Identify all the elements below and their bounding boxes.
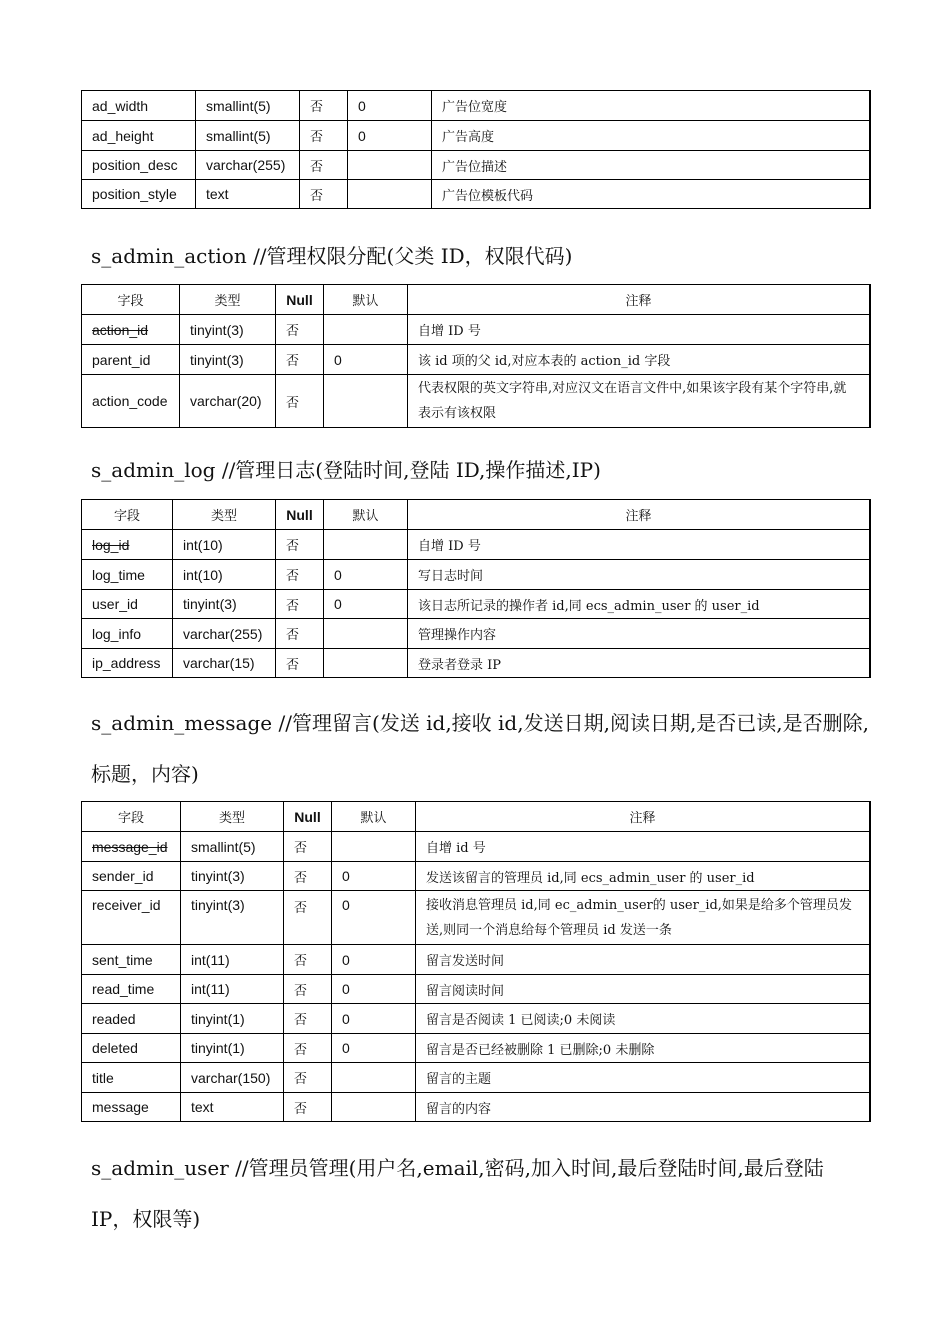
field-null: 否 — [276, 619, 324, 649]
field-type: varchar(15) — [173, 649, 276, 678]
field-name: ad_height — [82, 121, 196, 151]
field-comment: 代表权限的英文字符串,对应汉文在语言文件中,如果该字段有某个字符串,就表示有该权限 — [408, 375, 871, 428]
field-default: 0 — [332, 1034, 416, 1063]
table-admin-message — [81, 801, 871, 1122]
field-type: int(10) — [173, 530, 276, 560]
table-row — [82, 1063, 871, 1093]
field-comment: 自增 id 号 — [416, 832, 871, 862]
field-default: 0 — [348, 91, 432, 121]
field-name: position_style — [82, 180, 196, 209]
header-default: 默认 — [324, 285, 408, 315]
field-null: 否 — [276, 375, 324, 428]
field-type: smallint(5) — [196, 121, 300, 151]
field-default: 0 — [332, 975, 416, 1004]
field-null: 否 — [284, 1093, 332, 1122]
table-row — [82, 1004, 871, 1034]
header-null: Null — [276, 500, 324, 530]
field-default — [324, 530, 408, 560]
field-type: int(10) — [173, 560, 276, 590]
table-row — [82, 832, 871, 862]
field-null: 否 — [276, 345, 324, 375]
field-name: message_id — [82, 832, 181, 862]
field-type: tinyint(3) — [173, 590, 276, 619]
section-title-admin-action: s_admin_action //管理权限分配(父类 ID，权限代码) — [91, 244, 573, 268]
field-default: 0 — [324, 345, 408, 375]
field-comment: 广告位模板代码 — [432, 180, 871, 209]
field-comment: 自增 ID 号 — [408, 315, 871, 345]
table-row — [82, 151, 871, 180]
field-default — [324, 315, 408, 345]
field-default — [332, 832, 416, 862]
header-comment: 注释 — [408, 500, 871, 530]
table-row — [82, 649, 871, 678]
header-type: 类型 — [173, 500, 276, 530]
header-default: 默认 — [324, 500, 408, 530]
table-row — [82, 345, 871, 375]
field-comment: 留言阅读时间 — [416, 975, 871, 1004]
field-comment: 发送该留言的管理员 id,同 ecs_admin_user 的 user_id — [416, 862, 871, 891]
field-comment: 自增 ID 号 — [408, 530, 871, 560]
field-default: 0 — [324, 560, 408, 590]
field-null: 否 — [300, 180, 348, 209]
field-null: 否 — [300, 121, 348, 151]
field-comment: 广告位宽度 — [432, 91, 871, 121]
field-default — [324, 619, 408, 649]
table-row — [82, 1034, 871, 1063]
field-comment: 留言发送时间 — [416, 945, 871, 975]
table-admin-action — [81, 284, 871, 428]
header-null: Null — [284, 802, 332, 832]
table-row — [82, 91, 871, 121]
header-null: Null — [276, 285, 324, 315]
table-row — [82, 180, 871, 209]
table-row — [82, 560, 871, 590]
field-name: receiver_id — [82, 891, 181, 945]
field-name: ad_width — [82, 91, 196, 121]
table-row — [82, 1093, 871, 1122]
field-null: 否 — [284, 832, 332, 862]
field-default — [324, 375, 408, 428]
field-type: smallint(5) — [181, 832, 284, 862]
field-name: message — [82, 1093, 181, 1122]
field-comment: 该日志所记录的操作者 id,同 ecs_admin_user 的 user_id — [408, 590, 871, 619]
field-name: user_id — [82, 590, 173, 619]
field-type: text — [196, 180, 300, 209]
field-type: varchar(20) — [180, 375, 276, 428]
field-default — [332, 1063, 416, 1093]
field-comment: 该 id 项的父 id,对应本表的 action_id 字段 — [408, 345, 871, 375]
field-comment: 留言是否阅读 1 已阅读;0 未阅读 — [416, 1004, 871, 1034]
field-comment: 接收消息管理员 id,同 ec_admin_user的 user_id,如果是给多个管理员发送,则同一个消息给每个管理员 id 发送一条 — [416, 891, 871, 945]
header-field: 字段 — [82, 802, 181, 832]
table-admin-log — [81, 499, 871, 678]
field-name: read_time — [82, 975, 181, 1004]
field-type: varchar(150) — [181, 1063, 284, 1093]
field-type: int(11) — [181, 945, 284, 975]
field-name: sender_id — [82, 862, 181, 891]
table-row — [82, 862, 871, 891]
field-type: tinyint(3) — [180, 345, 276, 375]
header-field: 字段 — [82, 500, 173, 530]
table-row — [82, 945, 871, 975]
header-type: 类型 — [181, 802, 284, 832]
table-row — [82, 121, 871, 151]
field-default — [332, 1093, 416, 1122]
table-row — [82, 375, 871, 428]
field-comment: 留言是否已经被删除 1 已删除;0 未删除 — [416, 1034, 871, 1063]
field-default: 0 — [332, 891, 416, 945]
table-row — [82, 590, 871, 619]
field-name: title — [82, 1063, 181, 1093]
field-null: 否 — [284, 862, 332, 891]
field-default — [348, 180, 432, 209]
field-null: 否 — [284, 1004, 332, 1034]
field-default: 0 — [332, 945, 416, 975]
field-null: 否 — [276, 590, 324, 619]
field-type: tinyint(3) — [181, 862, 284, 891]
section-title-admin-log: s_admin_log //管理日志(登陆时间,登陆 ID,操作描述,IP) — [91, 458, 601, 482]
field-name: log_time — [82, 560, 173, 590]
field-default: 0 — [332, 1004, 416, 1034]
table-row — [82, 619, 871, 649]
field-null: 否 — [284, 891, 332, 945]
field-type: text — [181, 1093, 284, 1122]
field-null: 否 — [276, 649, 324, 678]
field-type: int(11) — [181, 975, 284, 1004]
table-header-row — [82, 500, 871, 530]
field-default — [324, 649, 408, 678]
table-header-row — [82, 285, 871, 315]
field-null: 否 — [276, 560, 324, 590]
field-default — [348, 151, 432, 180]
field-name: sent_time — [82, 945, 181, 975]
field-comment: 留言的内容 — [416, 1093, 871, 1122]
field-type: tinyint(3) — [181, 891, 284, 945]
field-null: 否 — [276, 315, 324, 345]
header-default: 默认 — [332, 802, 416, 832]
field-name: action_code — [82, 375, 180, 428]
field-null: 否 — [284, 1063, 332, 1093]
table-header-row — [82, 802, 871, 832]
field-name: ip_address — [82, 649, 173, 678]
field-name: action_id — [82, 315, 180, 345]
header-field: 字段 — [82, 285, 180, 315]
field-type: tinyint(3) — [180, 315, 276, 345]
field-default: 0 — [332, 862, 416, 891]
table-ad-position — [81, 90, 871, 209]
field-default: 0 — [348, 121, 432, 151]
field-name: readed — [82, 1004, 181, 1034]
table-row — [82, 891, 871, 945]
field-name: log_info — [82, 619, 173, 649]
field-null: 否 — [276, 530, 324, 560]
field-comment: 登录者登录 IP — [408, 649, 871, 678]
field-name: log_id — [82, 530, 173, 560]
field-null: 否 — [300, 151, 348, 180]
field-type: tinyint(1) — [181, 1004, 284, 1034]
header-comment: 注释 — [408, 285, 871, 315]
header-comment: 注释 — [416, 802, 871, 832]
field-name: parent_id — [82, 345, 180, 375]
header-type: 类型 — [180, 285, 276, 315]
section-title-admin-user: s_admin_user //管理员管理(用户名,email,密码,加入时间,最后登陆时间,最后登陆 IP，权限等) — [91, 1156, 824, 1231]
table-row — [82, 975, 871, 1004]
field-comment: 广告位描述 — [432, 151, 871, 180]
field-comment: 写日志时间 — [408, 560, 871, 590]
table-row — [82, 315, 871, 345]
field-comment: 管理操作内容 — [408, 619, 871, 649]
field-null: 否 — [284, 975, 332, 1004]
table-row — [82, 530, 871, 560]
field-type: varchar(255) — [196, 151, 300, 180]
field-comment: 广告高度 — [432, 121, 871, 151]
field-null: 否 — [300, 91, 348, 121]
field-name: position_desc — [82, 151, 196, 180]
field-type: smallint(5) — [196, 91, 300, 121]
field-name: deleted — [82, 1034, 181, 1063]
field-default: 0 — [324, 590, 408, 619]
field-type: tinyint(1) — [181, 1034, 284, 1063]
field-null: 否 — [284, 1034, 332, 1063]
field-type: varchar(255) — [173, 619, 276, 649]
field-comment: 留言的主题 — [416, 1063, 871, 1093]
field-null: 否 — [284, 945, 332, 975]
section-title-admin-message: s_admin_message //管理留言(发送 id,接收 id,发送日期,阅读日期,是否已读,是否删除,标题，内容) — [91, 711, 870, 786]
